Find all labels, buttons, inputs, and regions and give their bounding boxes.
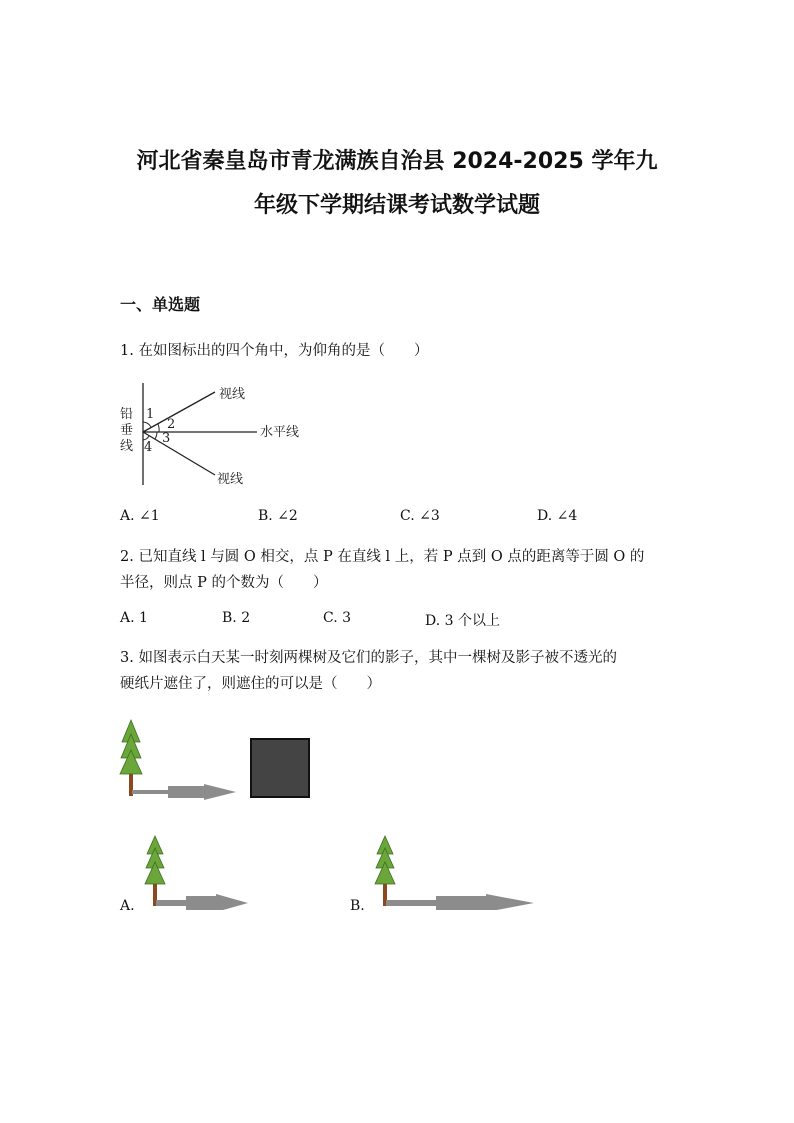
q1-option-b: B. ∠2	[258, 508, 298, 524]
q1-option-a: A. ∠1	[120, 508, 160, 524]
title-line-2: 年级下学期结课考试数学试题	[253, 193, 540, 218]
question-2-line-1: 2. 已知直线 l 与圆 O 相交，点 P 在直线 l 上，若 P 点到 O 点的距离等于圆 O 的	[120, 549, 645, 565]
section-title: 一、单选题	[120, 295, 201, 314]
horizontal-line-label: 水平线	[260, 425, 300, 440]
q3-option-a-label: A.	[120, 898, 135, 914]
title-line-1: 河北省秦皇岛市青龙满族自治县 2024-2025 学年九	[136, 149, 658, 174]
question-3-line-2: 硬纸片遮住了，则遮住的可以是（ ）	[120, 676, 381, 692]
vertical-label-2: 垂	[120, 423, 134, 438]
angle-label-3: 3	[162, 431, 171, 446]
opaque-card	[250, 738, 310, 798]
q1-option-c: C. ∠3	[400, 508, 440, 524]
tree-shadow-2	[168, 784, 236, 800]
document-title	[100, 140, 694, 228]
angle-label-4: 4	[144, 440, 153, 455]
sight-line-bottom-label: 视线	[217, 472, 244, 487]
q3-option-a-figure	[140, 834, 252, 910]
q2-option-c: C. 3	[323, 610, 352, 626]
sight-line-top-label: 视线	[219, 387, 246, 402]
q2-option-d: D. 3 个以上	[425, 613, 500, 629]
vertical-label-1: 铅	[120, 407, 134, 422]
question-3-line-1: 3. 如图表示白天某一时刻两棵树及它们的影子，其中一棵树及影子被不透光的	[120, 650, 617, 666]
tree-shadow-2	[186, 894, 248, 910]
q3-option-b-label: B.	[350, 898, 365, 914]
angle-label-1: 1	[146, 407, 155, 422]
question-1-stem: 1. 在如图标出的四个角中，为仰角的是（ ）	[120, 343, 429, 359]
q2-option-b: B. 2	[222, 610, 251, 626]
q3-option-b-figure	[370, 834, 538, 910]
question-2-line-2: 半径，则点 P 的个数为（ ）	[120, 575, 328, 591]
q2-option-a: A. 1	[120, 610, 148, 626]
q1-option-d: D. ∠4	[537, 508, 578, 524]
q3-main-tree-figure	[116, 718, 246, 806]
angle-label-2: 2	[167, 417, 176, 432]
vertical-label-3: 线	[120, 439, 134, 454]
tree-shadow-2	[436, 894, 534, 910]
angle-figure	[115, 378, 325, 490]
